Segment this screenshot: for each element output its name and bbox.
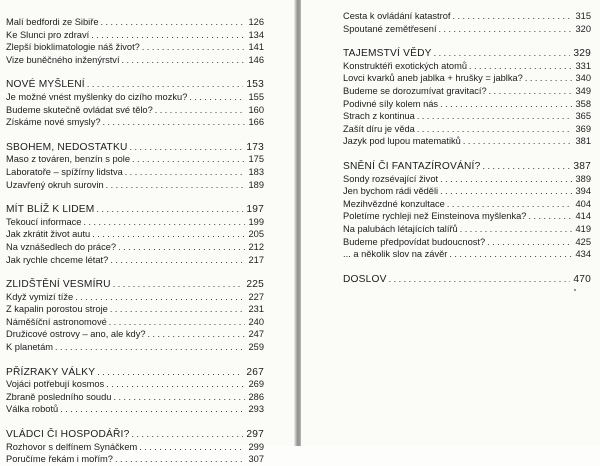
toc-entry: [343, 123, 591, 136]
dot-leader: [447, 198, 572, 211]
entry-page-number: 425: [575, 236, 591, 247]
entry-title: Jak rychle chceme létat?: [6, 254, 109, 265]
toc-entry: [343, 198, 591, 211]
entry-page-number: 320: [575, 23, 591, 34]
entry-page-number: 369: [575, 123, 591, 134]
dot-leader: [60, 403, 245, 416]
section-title: VLÁDCI ČI HOSPODÁŘI?: [6, 429, 130, 441]
dot-leader: [75, 291, 245, 304]
dot-leader: [487, 236, 572, 249]
entry-page-number: 160: [248, 104, 264, 115]
dot-leader: [439, 23, 572, 36]
toc-entry: [343, 110, 591, 123]
entry-page-number: 349: [575, 85, 591, 96]
toc-entry: [343, 23, 591, 36]
entry-title: Laboratoře – spížírny lidstva: [6, 166, 123, 177]
entry-title: Uzavřený okruh surovin: [6, 179, 104, 190]
dot-leader: [122, 54, 245, 67]
section-heading: [6, 366, 264, 379]
entry-title: Získáme nové smysly?: [6, 117, 101, 128]
toc-entry: [6, 91, 264, 104]
section-gap: [343, 261, 591, 273]
entry-title: Válka robotů: [6, 404, 59, 415]
dot-leader: [97, 366, 243, 379]
dot-leader: [525, 72, 572, 85]
entry-title: K planetám: [6, 342, 54, 353]
section-page-number: 387: [573, 160, 591, 172]
entry-title: Budeme skutečně ovládat své tělo?: [6, 104, 153, 115]
section-title: PŘÍZRAKY VÁLKY: [6, 366, 96, 378]
dot-leader: [417, 110, 572, 123]
section-title: SNĚNÍ ČI FANTAZÍROVÁNÍ?: [343, 160, 481, 172]
entry-page-number: 340: [575, 73, 591, 84]
entry-page-number: 299: [248, 441, 264, 452]
toc-entry: [343, 72, 591, 85]
entry-page-number: 205: [248, 229, 264, 240]
toc-entry: [343, 210, 591, 223]
section-page-number: 153: [246, 79, 264, 91]
section-page-number: 329: [573, 48, 591, 60]
dot-leader: [489, 85, 572, 98]
entry-title: Sondy rozsévající život: [343, 173, 439, 184]
toc-entry: [6, 228, 264, 241]
section-title: NOVÉ MYŠLENÍ: [6, 79, 85, 91]
toc-entry: [343, 185, 591, 198]
entry-title: Na vznášedlech do práce?: [6, 241, 117, 252]
entry-page-number: 231: [248, 304, 264, 315]
toc-section: [6, 66, 264, 128]
dot-leader: [449, 248, 572, 261]
entry-page-number: 134: [248, 29, 264, 40]
entry-page-number: 293: [248, 404, 264, 415]
dot-leader: [155, 104, 245, 117]
dot-leader: [97, 203, 244, 216]
dot-leader: [55, 341, 245, 354]
entry-page-number: 307: [248, 454, 264, 465]
section-heading: [343, 160, 591, 173]
toc-section: [6, 129, 264, 191]
dot-leader: [110, 303, 245, 316]
section-gap: [6, 266, 264, 278]
dot-leader: [142, 41, 245, 54]
toc-entry: [6, 16, 264, 29]
entry-title: Lovci kvarků aneb jablka + hrušky = jablka?: [343, 73, 523, 84]
left-page: [0, 0, 296, 465]
entry-title: Strach z kontinua: [343, 111, 415, 122]
entry-title: Konstruktéři exotických atomů: [343, 60, 468, 71]
entry-title: Poletíme rychleji než Einsteinova myšlenka?: [343, 211, 527, 222]
toc-entry: [6, 29, 264, 42]
toc-entry: [343, 248, 591, 261]
dot-leader: [87, 78, 244, 91]
entry-page-number: 146: [248, 54, 264, 65]
dot-leader: [469, 60, 572, 73]
section-heading: [6, 141, 264, 154]
section-heading: [343, 47, 591, 60]
dot-leader: [125, 166, 245, 179]
dot-leader: [139, 441, 245, 454]
toc-entry: [343, 60, 591, 73]
toc-section: [6, 191, 264, 266]
entry-title: Spoutané zemětřesení: [343, 23, 437, 34]
entry-page-number: 175: [248, 154, 264, 165]
entry-page-number: 126: [248, 17, 264, 27]
dot-leader: [148, 328, 245, 341]
entry-page-number: 183: [248, 166, 264, 177]
dot-leader: [130, 141, 244, 154]
entry-page-number: 166: [248, 117, 264, 128]
toc-section: [6, 16, 264, 66]
entry-page-number: 189: [248, 179, 264, 190]
section-gap: [343, 35, 591, 47]
toc-entry: [6, 316, 264, 329]
toc-entry: [6, 303, 264, 316]
toc-entry: [6, 291, 264, 304]
dot-leader: [109, 316, 245, 329]
dot-leader: [113, 278, 244, 291]
entry-title: Budeme předpovídat budoucnost?: [343, 236, 486, 247]
entry-page-number: 414: [575, 211, 591, 222]
dot-leader: [91, 29, 245, 42]
dot-leader: [118, 241, 245, 254]
dot-leader: [83, 216, 245, 229]
dot-leader: [434, 47, 571, 60]
toc-entry: [6, 453, 264, 466]
entry-title: Družicové ostrovy – ano, ale kdy?: [6, 329, 146, 340]
entry-title: Cesta k ovládání katastrof: [343, 11, 451, 21]
entry-title: Jazyk pod lupou matematiků: [343, 136, 461, 147]
entry-page-number: 315: [575, 11, 591, 21]
dot-leader: [463, 135, 572, 148]
toc-entry: [6, 216, 264, 229]
toc-section: [343, 261, 591, 286]
right-page: [301, 0, 600, 446]
entry-page-number: 404: [575, 198, 591, 209]
entry-title: Podivné síly kolem nás: [343, 98, 439, 109]
dot-leader: [103, 116, 245, 129]
toc-entry: [343, 85, 591, 98]
dot-leader: [113, 391, 245, 404]
dot-leader: [189, 91, 245, 104]
entry-page-number: 286: [248, 391, 264, 402]
toc-entry: [343, 135, 591, 148]
section-gap: [343, 148, 591, 160]
entry-page-number: 389: [575, 173, 591, 184]
dot-leader: [101, 16, 246, 29]
section-page-number: 470: [573, 273, 591, 285]
entry-title: Malí bedfordi ze Sibiře: [6, 17, 99, 27]
entry-page-number: 358: [575, 98, 591, 109]
section-heading: [6, 203, 264, 216]
section-gap: [6, 129, 264, 141]
toc-entry: [6, 179, 264, 192]
paper-speck: [574, 289, 576, 291]
toc-entry: [343, 98, 591, 111]
entry-title: Z kapalin porostou stroje: [6, 304, 108, 315]
entry-page-number: 240: [248, 316, 264, 327]
section-title: TAJEMSTVÍ VĚDY: [343, 48, 432, 60]
entry-page-number: 217: [248, 254, 264, 265]
toc-section: [343, 10, 591, 35]
dot-leader: [440, 173, 572, 186]
entry-title: Je možné vnést myšlenky do cizího mozku?: [6, 91, 188, 102]
entry-title: ... a několik slov na závěr: [343, 249, 448, 260]
entry-title: Tekoucí informace: [6, 216, 82, 227]
toc-entry: [6, 341, 264, 354]
entry-page-number: 259: [248, 342, 264, 353]
section-heading: [6, 428, 264, 441]
entry-title: Vojáci potřebují kosmos: [6, 379, 105, 390]
section-heading: [6, 78, 264, 91]
dot-leader: [440, 185, 572, 198]
entry-page-number: 331: [575, 60, 591, 71]
toc-entry: [343, 236, 591, 249]
toc-section: [6, 266, 264, 354]
dot-leader: [131, 428, 243, 441]
entry-title: Na palubách létajících talířů: [343, 223, 458, 234]
entry-title: Poručíme řekám i mořím?: [6, 454, 113, 465]
dot-leader: [132, 153, 245, 166]
toc-entry: [6, 403, 264, 416]
section-gap: [6, 354, 264, 366]
entry-page-number: 419: [575, 223, 591, 234]
toc-entry: [6, 116, 264, 129]
section-page-number: 225: [246, 279, 264, 291]
section-page-number: 297: [246, 429, 264, 441]
dot-leader: [440, 98, 572, 111]
entry-title: Jak zkrátit život autu: [6, 229, 91, 240]
toc-entry: [6, 254, 264, 267]
toc-entry: [6, 104, 264, 117]
section-page-number: 173: [246, 141, 264, 153]
entry-title: Zašít díru je věda: [343, 123, 415, 134]
entry-title: Když vymizí tíže: [6, 291, 74, 302]
section-title: ZLIDŠTĚNÍ VESMÍRU: [6, 279, 111, 291]
section-page-number: 267: [246, 366, 264, 378]
toc-entry: [6, 378, 264, 391]
entry-page-number: 212: [248, 241, 264, 252]
entry-title: Ke Slunci pro zdraví: [6, 29, 90, 40]
entry-title: Jen bychom rádi věděli: [343, 186, 439, 197]
toc-entry: [6, 54, 264, 67]
entry-page-number: 269: [248, 379, 264, 390]
dot-leader: [417, 123, 572, 136]
entry-title: Náměšíční astronomové: [6, 316, 107, 327]
entry-page-number: 199: [248, 216, 264, 227]
entry-page-number: 155: [248, 91, 264, 102]
section-title: SBOHEM, NEDOSTATKU: [6, 141, 128, 153]
entry-title: Maso z továren, benzín s pole: [6, 154, 131, 165]
dot-leader: [528, 210, 572, 223]
toc-entry: [343, 10, 591, 23]
entry-page-number: 394: [575, 186, 591, 197]
toc-section: [6, 416, 264, 466]
section-title: DOSLOV: [343, 273, 387, 285]
toc-entry: [6, 391, 264, 404]
left-toc: [6, 16, 264, 466]
dot-leader: [453, 10, 573, 23]
entry-title: Mezihvězdné konzultace: [343, 198, 445, 209]
toc-entry: [343, 173, 591, 186]
dot-leader: [482, 160, 570, 173]
entry-page-number: 247: [248, 329, 264, 340]
toc-entry: [6, 41, 264, 54]
toc-entry: [6, 441, 264, 454]
toc-entry: [6, 166, 264, 179]
dot-leader: [92, 228, 245, 241]
dot-leader: [110, 254, 245, 267]
toc-entry: [343, 223, 591, 236]
entry-title: Budeme se dorozumívat gravitací?: [343, 85, 487, 96]
dot-leader: [106, 378, 245, 391]
section-heading: [6, 278, 264, 291]
entry-title: Rozhovor s delfínem Synáčkem: [6, 441, 138, 452]
toc-entry: [6, 153, 264, 166]
dot-leader: [106, 179, 245, 192]
toc-section: [343, 35, 591, 148]
section-gap: [6, 191, 264, 203]
dot-leader: [115, 453, 245, 466]
entry-title: Zlepší bioklimatologie náš život?: [6, 42, 140, 53]
right-toc: [343, 10, 591, 285]
section-gap: [6, 66, 264, 78]
entry-title: Zbraně posledního soudu: [6, 391, 112, 402]
entry-page-number: 434: [575, 249, 591, 260]
dot-leader: [389, 273, 571, 286]
entry-page-number: 381: [575, 136, 591, 147]
toc-section: [343, 148, 591, 261]
toc-entry: [6, 328, 264, 341]
section-gap: [6, 416, 264, 428]
section-title: MÍT BLÍŽ K LIDEM: [6, 204, 95, 216]
toc-entry: [6, 241, 264, 254]
entry-page-number: 141: [248, 42, 264, 53]
dot-leader: [460, 223, 572, 236]
toc-section: [6, 354, 264, 416]
section-page-number: 197: [246, 204, 264, 216]
entry-page-number: 227: [248, 291, 264, 302]
section-heading: [343, 273, 591, 286]
entry-page-number: 365: [575, 111, 591, 122]
entry-title: Vize buněčného inženýrství: [6, 54, 120, 65]
